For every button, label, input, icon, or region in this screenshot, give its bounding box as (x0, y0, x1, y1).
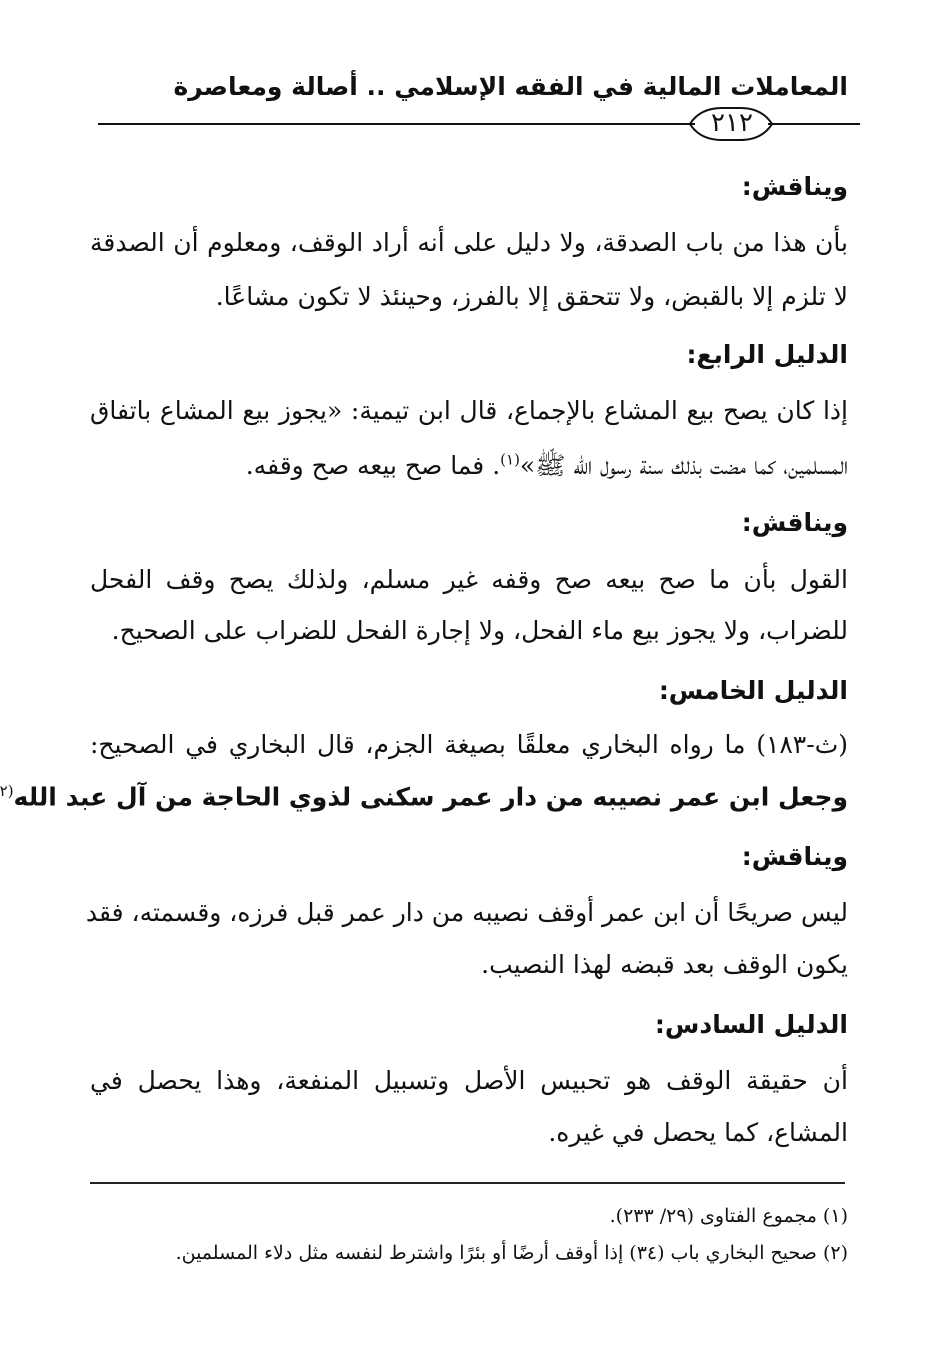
line-tail: . فما صح بيعه صح وقفه. (245, 451, 501, 480)
footnote-separator (90, 1182, 845, 1184)
heading-fourth-evidence: الدليل الرابع: (686, 340, 848, 369)
footnote-1: (١) مجموع الفتاوى (٢٩/ ٢٣٣). (609, 1205, 848, 1227)
footnote-ref-2: (٢ (0, 782, 14, 800)
text-line: (ث-١٨٣) ما رواه البخاري معلقًا بصيغة الجزم، قال البخاري في الصحيح: (90, 730, 848, 759)
text-line: إذا كان يصح بيع المشاع بالإجماع، قال ابن تيمية: «يجوز بيع المشاع باتفاق (90, 396, 848, 425)
text-line: القول بأن ما صح بيعه صح وقفه غير مسلم، ولذلك يصح وقف الفحل (90, 565, 848, 594)
text-line: يكون الوقف بعد قبضه لهذا النصيب. (481, 950, 848, 979)
heading-fifth-evidence: الدليل الخامس: (658, 676, 848, 705)
text-line: بأن هذا من باب الصدقة، ولا دليل على أنه أراد الوقف، ومعلوم أن الصدقة (90, 228, 848, 257)
text-line: المشاع، كما يحصل في غيره. (548, 1118, 848, 1147)
heading-discussion-2: ويناقش: (741, 508, 848, 537)
text-line: أن حقيقة الوقف هو تحبيس الأصل وتسبيل المنفعة، وهذا يحصل في (90, 1066, 848, 1095)
text-line (90, 450, 848, 487)
quote-end: المسلمين، كما مضت بذلك سنة رسول الله ﷺ» (519, 451, 848, 480)
heading-sixth-evidence: الدليل السادس: (654, 1010, 848, 1039)
bukhari-quote: وجعل ابن عمر نصيبه من دار عمر سكنى لذوي الحاجة من آل عبد الله (13, 782, 848, 812)
header-rule-with-page-badge (0, 100, 940, 160)
text-line (0, 782, 848, 812)
text-line: ليس صريحًا أن ابن عمر أوقف نصيبه من دار عمر قبل فرزه، وقسمته، فقد (85, 898, 848, 927)
heading-discussion-1: ويناقش: (741, 172, 848, 201)
text-line: لا تلزم إلا بالقبض، ولا تتحقق إلا بالفرز، وحينئذ لا تكون مشاعًا. (215, 282, 848, 311)
page-number: ٢١٢ (711, 108, 753, 138)
text-line: للضراب، ولا يجوز بيع ماء الفحل، ولا إجارة الفحل للضراب على الصحيح. (111, 616, 848, 645)
footnote-2: (٢) صحيح البخاري باب (٣٤) إذا أوقف أرضًا أو بئرًا واشترط لنفسه مثل دلاء المسلمين. (175, 1242, 848, 1264)
running-title: المعاملات المالية في الفقه الإسلامي .. أصالة ومعاصرة (173, 72, 848, 101)
heading-discussion-3: ويناقش: (741, 842, 848, 871)
footnote-ref-1: (١) (500, 450, 520, 469)
